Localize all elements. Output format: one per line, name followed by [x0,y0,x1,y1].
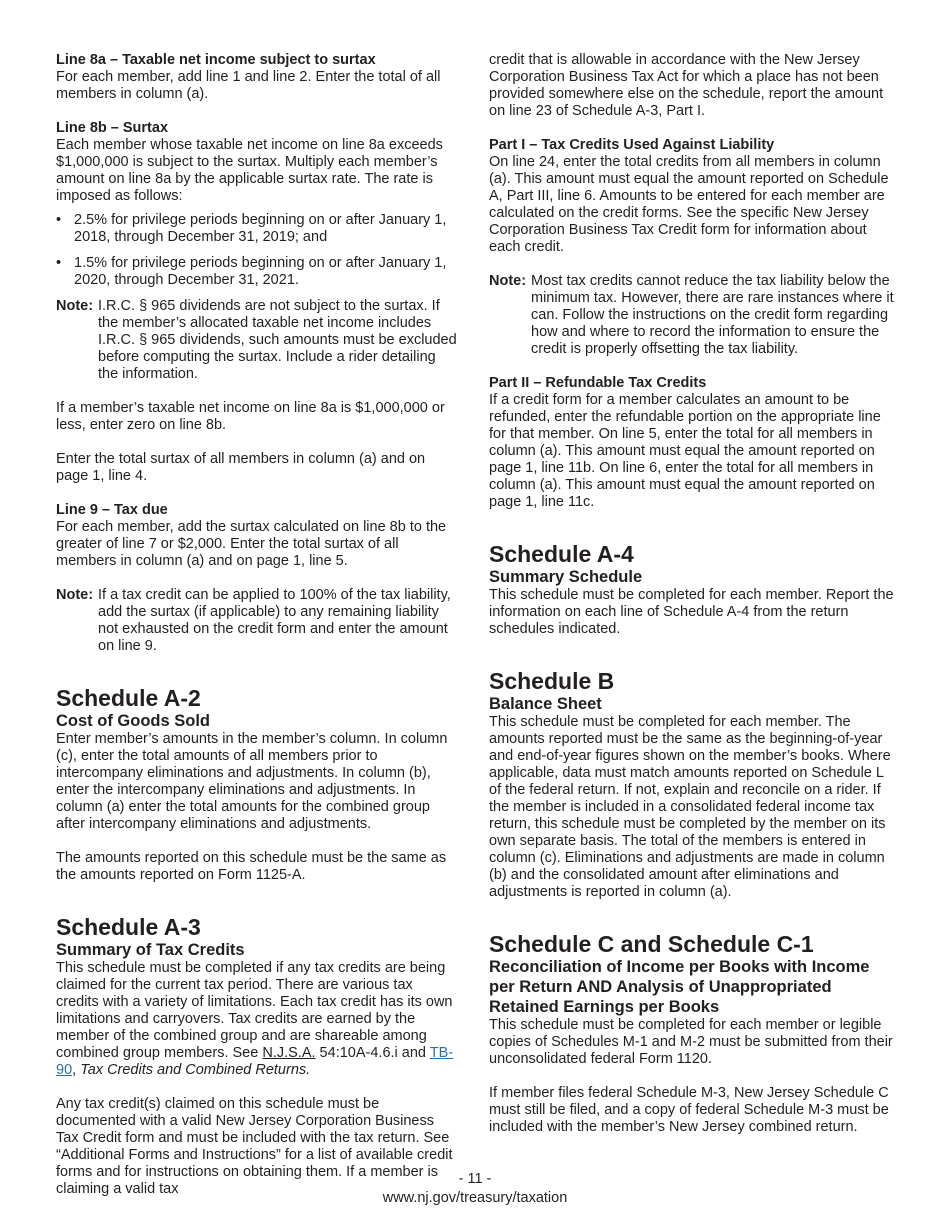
part-2-heading: Part II – Refundable Tax Credits [489,375,707,391]
schedule-a4-text: This schedule must be completed for each member. Report the information on each line of Schedule A-4 from the return schedules indicated. [489,587,894,637]
page-number: - 11 - [458,1171,492,1187]
zero-surtax-text: If a member’s taxable net income on line 8a is $1,000,000 or less, enter zero on line 8b. [56,400,445,433]
schedule-a4-title: Schedule A-4 [489,541,634,567]
note-text: I.R.C. § 965 dividends are not subject to the surtax. If the member’s allocated taxable net income includes I.R.C. § 965 dividends, such amounts must be excluded before computing the surtax. Include a rider detailing the information. [98,298,457,382]
schedule-a2-title: Schedule A-2 [56,685,201,711]
schedule-a4-section [489,541,895,638]
schedule-a3-subtitle: Summary of Tax Credits [56,941,245,959]
note-label: Note: [56,587,94,603]
left-column [56,52,458,1198]
list-item: • 1.5% for privilege periods beginning on or after January 1, 2020, through December 31, 2021. [56,255,458,289]
schedule-a4-subtitle: Summary Schedule [489,568,643,586]
schedule-a3-section [56,914,458,1198]
schedule-a3-title: Schedule A-3 [56,914,201,940]
note-text: If a tax credit can be applied to 100% of the tax liability, add the surtax (if applicable) to any remaining liability not exhausted on the credit form and enter the amount on line 9. [98,587,451,654]
note-label: Note: [489,273,527,289]
comma: , [72,1062,81,1078]
list-item: • 2.5% for privilege periods beginning on or after January 1, 2018, through December 31, 2019; and [56,212,458,246]
schedule-a3-text-2: Any tax credit(s) claimed on this schedule must be documented with a valid New Jersey Corporation Business Tax Credit form and must be included with the tax return. See “Additional Forms and Instructions” for a list of available credit forms and for instructions on obtaining them. If a member is claiming a valid tax [56,1096,453,1197]
citation-text: 54:10A-4.6.i and [315,1045,430,1061]
tb-90-link[interactable]: TB-90 [56,1045,454,1078]
note-text: Most tax credits cannot reduce the tax liability below the minimum tax. However, there are rare instances where it can. Follow the instructions on the credit form regarding how and where to record the information to ensure the credit is properly offsetting the tax liability. [531,273,894,357]
schedule-a2-subtitle: Cost of Goods Sold [56,712,210,730]
line-9-heading: Line 9 – Tax due [56,502,168,518]
schedule-a2-text-2: The amounts reported on this schedule must be the same as the amounts reported on Form 1125-A. [56,850,447,883]
schedule-b-section [489,668,895,901]
schedule-c-section [489,931,895,1136]
publication-title: Tax Credits and Combined Returns. [80,1062,311,1078]
line-8a-heading: Line 8a – Taxable net income subject to surtax [56,52,376,68]
footer-url: www.nj.gov/treasury/taxation [382,1190,568,1206]
total-surtax-text: Enter the total surtax of all members in column (a) and on page 1, line 4. [56,451,426,484]
schedule-c-text-2: If member files federal Schedule M-3, New Jersey Schedule C must still be filed, and a copy of federal Schedule M-3 must be included with the member’s New Jersey combined return. [489,1085,889,1135]
continued-text: credit that is allowable in accordance with the New Jersey Corporation Business Tax Act for which a place has not been provided somewhere else on the schedule, report the amount on line 23 of Schedule A-3, Part I. [489,52,884,119]
schedule-c-text-1: This schedule must be completed for each member or legible copies of Schedules M-1 and M-2 must be submitted from their unconsolidated federal Form 1120. [489,1017,893,1067]
line-8b-text: Each member whose taxable net income on line 8a exceeds $1,000,000 is subject to the surtax. Multiply each member’s amount on line 8a by the applicable surtax rate. The rate is imposed as follows: [56,137,443,204]
schedule-a2-text-1: Enter member’s amounts in the member’s column. In column (c), enter the total amounts of all members prior to intercompany eliminations and adjustments. In column (b), enter the intercompany eliminations and adjustments. In column (a) enter the total amounts for the combined group after intercompany eliminations and adjustments. [56,731,448,832]
schedule-b-text: This schedule must be completed for each member. The amounts reported must be the same as the beginning-of-year and end-of-year figures shown on the member’s books. Where applicable, data must match amounts reported on Schedule L of the federal return. If not, explain and reconcile on a rider. If the member is included in a consolidated federal income tax return, this schedule must be completed by the member on its own separate basis. The total of the members is entered in column (c). Eliminations and adjustments are made in column (b) and the consolidated amount after eliminations and adjustments is reported in column (a). [489,714,891,900]
schedule-b-subtitle: Balance Sheet [489,695,602,713]
surtax-rate-list [56,212,458,289]
part-1-heading: Part I – Tax Credits Used Against Liability [489,137,775,153]
line-8a-text: For each member, add line 1 and line 2. Enter the total of all members in column (a). [56,69,441,102]
schedule-a3-intro: This schedule must be completed if any tax credits are being claimed for the current tax period. There are various tax credits with a variety of limitations. Each tax credit has its own limitations and carryovers. Tax credits are earned by the member of the combined group and are shareable among combined group members. See [56,960,453,1061]
schedule-a2-section [56,685,458,884]
note-tax-credit [56,587,458,655]
line-9-text: For each member, add the surtax calculated on line 8b to the greater of line 7 or $2,000. Enter the total surtax of all members in column (a) and on page 1, line 5. [56,519,447,569]
line-8b-heading: Line 8b – Surtax [56,120,169,136]
schedule-b-title: Schedule B [489,668,615,694]
schedule-c-subtitle: Reconciliation of Income per Books with Income per Return AND Analysis of Unappropriated Retained Earnings per Books [489,958,870,1016]
part-2-text: If a credit form for a member calculates an amount to be refunded, enter the refundable portion on the appropriate line for that member. On line 5, enter the total for all members in column (a). This amount must equal the amount reported on page 1, line 11b. On line 6, enter the total for all members in column (a). This amount must equal the amount reported on page 1, line 11c. [489,392,881,510]
njsa-citation: N.J.S.A. [262,1045,316,1061]
note-minimum-tax [489,273,895,358]
schedule-a3-text-1 [56,960,458,1079]
note-label: Note: [56,298,94,314]
note-irc-965 [56,298,458,383]
schedule-c-title: Schedule C and Schedule C-1 [489,931,814,957]
right-column [489,52,895,1136]
part-1-text: On line 24, enter the total credits from all members in column (a). This amount must equal the amount reported on Schedule A, Part III, line 6. Amounts to be entered for each member are calculated on the credit forms. See the specific New Jersey Corporation Business Tax Credit form for information about each credit. [489,154,889,255]
